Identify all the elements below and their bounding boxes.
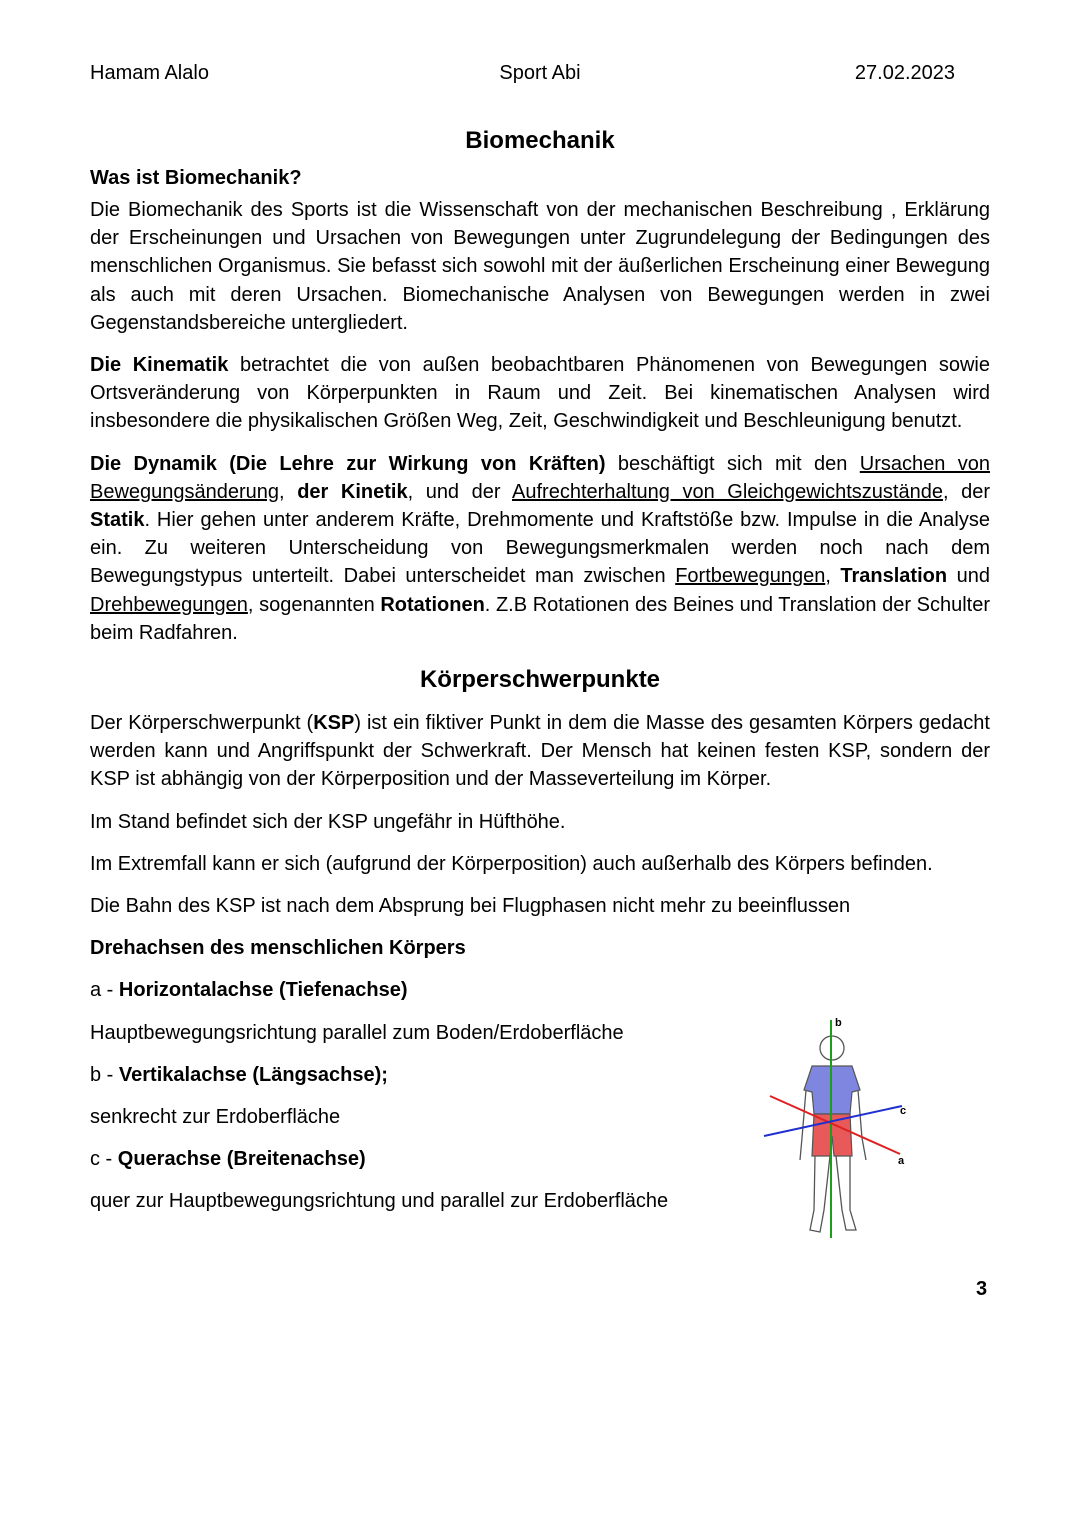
dynamik-term: Die Dynamik (Die Lehre zur Wirkung von Kräften) [90, 452, 606, 475]
figure-left-arm [800, 1090, 806, 1160]
page-number: 3 [976, 1278, 988, 1300]
intro-paragraph: Die Biomechanik des Sports ist die Wissenschaft von der mechanischen Beschreibung , Erklärung der Erscheinungen und Ursachen von Bewegungen unter Zugrundelegung der Bedingungen des menschlichen Organismus. Sie befasst sich sowohl mit der äußerlichen Erscheinung einer Bewegung als auch mit deren Ursachen. Biomechanische Analysen von Bewegungen werden in zwei Gegenstandsbereiche untergliedert. [90, 199, 990, 334]
axis-c-title: c - Querachse (Breitenachse) [90, 1148, 366, 1171]
axis-a-desc: Hauptbewegungsrichtung parallel zum Boden/Erdoberfläche [90, 1021, 624, 1044]
ksp-heading: Körperschwerpunkte [419, 666, 661, 694]
author-name: Hamam Alalo [90, 62, 209, 84]
page-title: Biomechanik [465, 127, 615, 154]
axes-heading: Drehachsen des menschlichen Körpers [90, 937, 466, 960]
date: 27.02.2023 [854, 62, 955, 84]
subject: Sport Abi [499, 62, 581, 84]
dynamik-paragraph: Die Dynamik (Die Lehre zur Wirkung von Kräften) beschäftigt sich mit den Ursachen von Bewegungsänderung, der Kinetik, und der Aufrechterhaltung von Gleichgewichtszustände, der Statik. Hier gehen unter anderem Kräfte, Drehmomente und Kraftstöße bzw. Impulse in die Analyse ein. Zu weiteren Unterscheidung von Bewegungsmerkmalen werden noch nach dem Bewegungstypus unterteilt. Dabei unterscheidet man zwischen Fortbewegungen, Translation und Drehbewegungen, sogenannten Rotationen. Z.B Rotationen des Beines und Translation der Schulter beim Radfahren. [90, 452, 991, 644]
figure-right-arm [858, 1090, 866, 1160]
axis-c-label: c [900, 1105, 907, 1117]
ksp-extreme: Im Extremfall kann er sich (aufgrund der Körperposition) auch außerhalb des Körpers befinden. [90, 852, 933, 875]
question-heading: Was ist Biomechanik? [90, 167, 302, 189]
axis-b-desc: senkrecht zur Erdoberfläche [90, 1106, 341, 1129]
axis-a-title: a - Horizontalachse (Tiefenachse) [90, 979, 408, 1002]
axis-b-title: b - Vertikalachse (Längsachse); [90, 1063, 388, 1086]
axis-b-label: b [835, 1017, 842, 1029]
ksp-flight: Die Bahn des KSP ist nach dem Absprung bei Flugphasen nicht mehr zu beeinflussen [90, 895, 851, 918]
ksp-stand: Im Stand befindet sich der KSP ungefähr in Hüfthöhe. [90, 810, 566, 833]
page-header [90, 62, 990, 92]
axis-a-label: a [898, 1155, 905, 1167]
axis-c-desc: quer zur Hauptbewegungsrichtung und parallel zur Erdoberfläche [90, 1190, 669, 1213]
kinematik-paragraph: Die Kinematik betrachtet die von außen beobachtbaren Phänomenen von Bewegungen sowie Ortsveränderung von Körperpunkten in Raum und Zeit. Bei kinematischen Analysen wird insbesondere die physikalischen Größen Weg, Zeit, Geschwindigkeit und Beschleunigung benutzt. [90, 354, 990, 433]
ksp-definition: Der Körperschwerpunkt (KSP) ist ein fiktiver Punkt in dem die Masse des gesamten Körpers gedacht werden kann und Angriffspunkt der Schwerkraft. Der Mensch hat keinen festen KSP, sondern der KSP ist abhängig von der Körperposition und der Masseverteilung im Körper. [90, 712, 990, 791]
kinematik-term: Die Kinematik [90, 354, 229, 377]
body-axes-figure [760, 1010, 915, 1242]
figure-right-leg [836, 1156, 856, 1230]
figure-left-leg [810, 1156, 830, 1232]
